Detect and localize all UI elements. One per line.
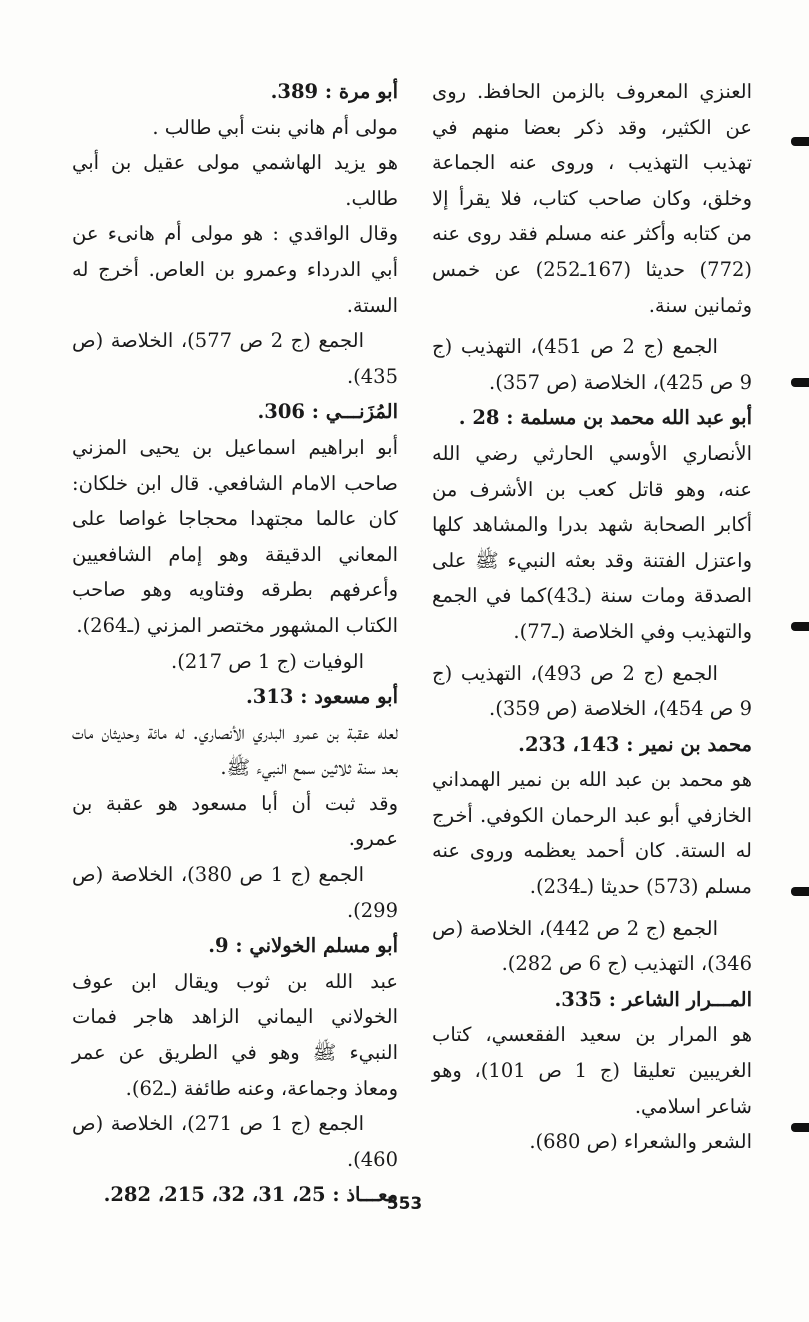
entry-reference: الشعر والشعراء (ص 680). [529,1130,752,1154]
edge-mark [791,378,809,387]
entry-reference: الجمع (ج 2 ص 493)، التهذيب (ج 9 ص 454)، الخلاصة (ص 359). [432,661,752,721]
entry-text: هو المرار بن سعيد الفقعسي، كتاب الغريبين تعليقا (ج 1 ص 101)، وهو شاعر اسلامي. [432,1023,752,1118]
entry-text: العنزي المعروف بالزمن الحافظ. روى عن الكثير، وقد ذكر بعضا منهم في تهذيب التهذيب ، وروى عنه الجماعة وخلق، وكان صاحب كتاب، فلا يقرأ إلا من كتابه وأكثر عنه مسلم فقد روى عنه (772) حديثا (167ـ252) عن خمس وثمانين سنة. [432,80,752,317]
entry-reference: الوفيات (ج 1 ص 217). [171,649,364,673]
entry-reference: الجمع (ج 2 ص 451)، التهذيب (ج 9 ص 425)، الخلاصة (ص 357). [432,335,752,394]
entry-reference: الجمع (ج 2 ص 577)، الخلاصة (ص 435). [72,329,398,388]
entry-text: وقال الواقدي : هو مولى أم هانىء عن أبي الدرداء وعمرو بن العاص. أخرج له الستة. [72,222,398,317]
entry-heading: معـــاذ : 25، 31، 32، 215، 282. [103,1183,398,1207]
entry-reference: الجمع (ج 1 ص 380)، الخلاصة (ص 299). [72,863,398,922]
entry-heading: أبو مرة : 389. [270,80,398,103]
entry-heading: محمد بن نمير : 143، 233. [518,732,752,756]
entry-text: هو محمد بن عبد الله بن نمير الهمداني الخازفي أبو عبد الرحمان الكوفي. أخرج له الستة. كان أحمد يعظمه وروى عنه مسلم (573) حديثا (ـ234). [432,768,752,899]
entry-heading: المـــرار الشاعر : 335. [554,987,752,1011]
entry-heading: أبو مسعود : 313. [245,685,398,709]
entry-text: وقد ثبت أن أبا مسعود هو عقبة بن عمرو. [72,791,398,851]
edge-mark [791,1123,809,1132]
entry-text: عبد الله بن ثوب ويقال ابن عوف الخولاني اليماني الزاهد هاجر فمات النبيء ﷺ وهو في الطريق عن عمر ومعاذ وجماعة، وعنه طائفة (ـ62). [72,969,398,1100]
entry-text: هو يزيد الهاشمي مولى عقيل بن أبي طالب. [72,151,398,210]
entry-reference: الجمع (ج 1 ص 271)، الخلاصة (ص 460). [72,1112,398,1171]
entry-heading: أبو عبد الله محمد بن مسلمة : 28 . [458,406,752,430]
entry-text: الأنصاري الأوسي الحارثي رضي الله عنه، وهو قاتل كعب بن الأشرف من أكابر الصحابة شهد بدرا والمشاهد كلها واعتزل الفتنة وقد بعثه النبيء ﷺ على الصدقة ومات سنة (ـ43)كما في الجمع والتهذيب وفي الخلاصة (ـ77). [432,441,752,643]
entry-text: أبو ابراهيم اسماعيل بن يحيى المزني صاحب الامام الشافعي. قال ابن خلكان: كان عالما مجتهدا محجاجا غواصا على المعاني الدقيقة وهو إمام الشافعيين وأعرفهم بطرقه وفتاويه وهو صاحب الكتاب المشهور مختصر المزني (ـ264). [72,435,398,637]
entry-reference: الجمع (ج 2 ص 442)، الخلاصة (ص 346)، التهذيب (ج 6 ص 282). [432,916,752,976]
right-column [432,74,752,1160]
entry-text: لعله عقبة بن عمرو البدري الأنصاري. له مائة وحديثان مات بعد سنة ثلاثين سمع النبيء ﷺ. [72,720,398,780]
edge-mark [791,137,809,146]
left-column [72,74,398,1213]
edge-mark [791,622,809,631]
entry-heading: أبو مسلم الخولاني : 9. [208,934,398,958]
edge-mark [791,887,809,896]
entry-text: مولى أم هاني بنت أبي طالب . [152,115,398,139]
entry-heading: المُزَنـــي : 306. [257,400,398,424]
page-number: 553 [386,1194,423,1214]
